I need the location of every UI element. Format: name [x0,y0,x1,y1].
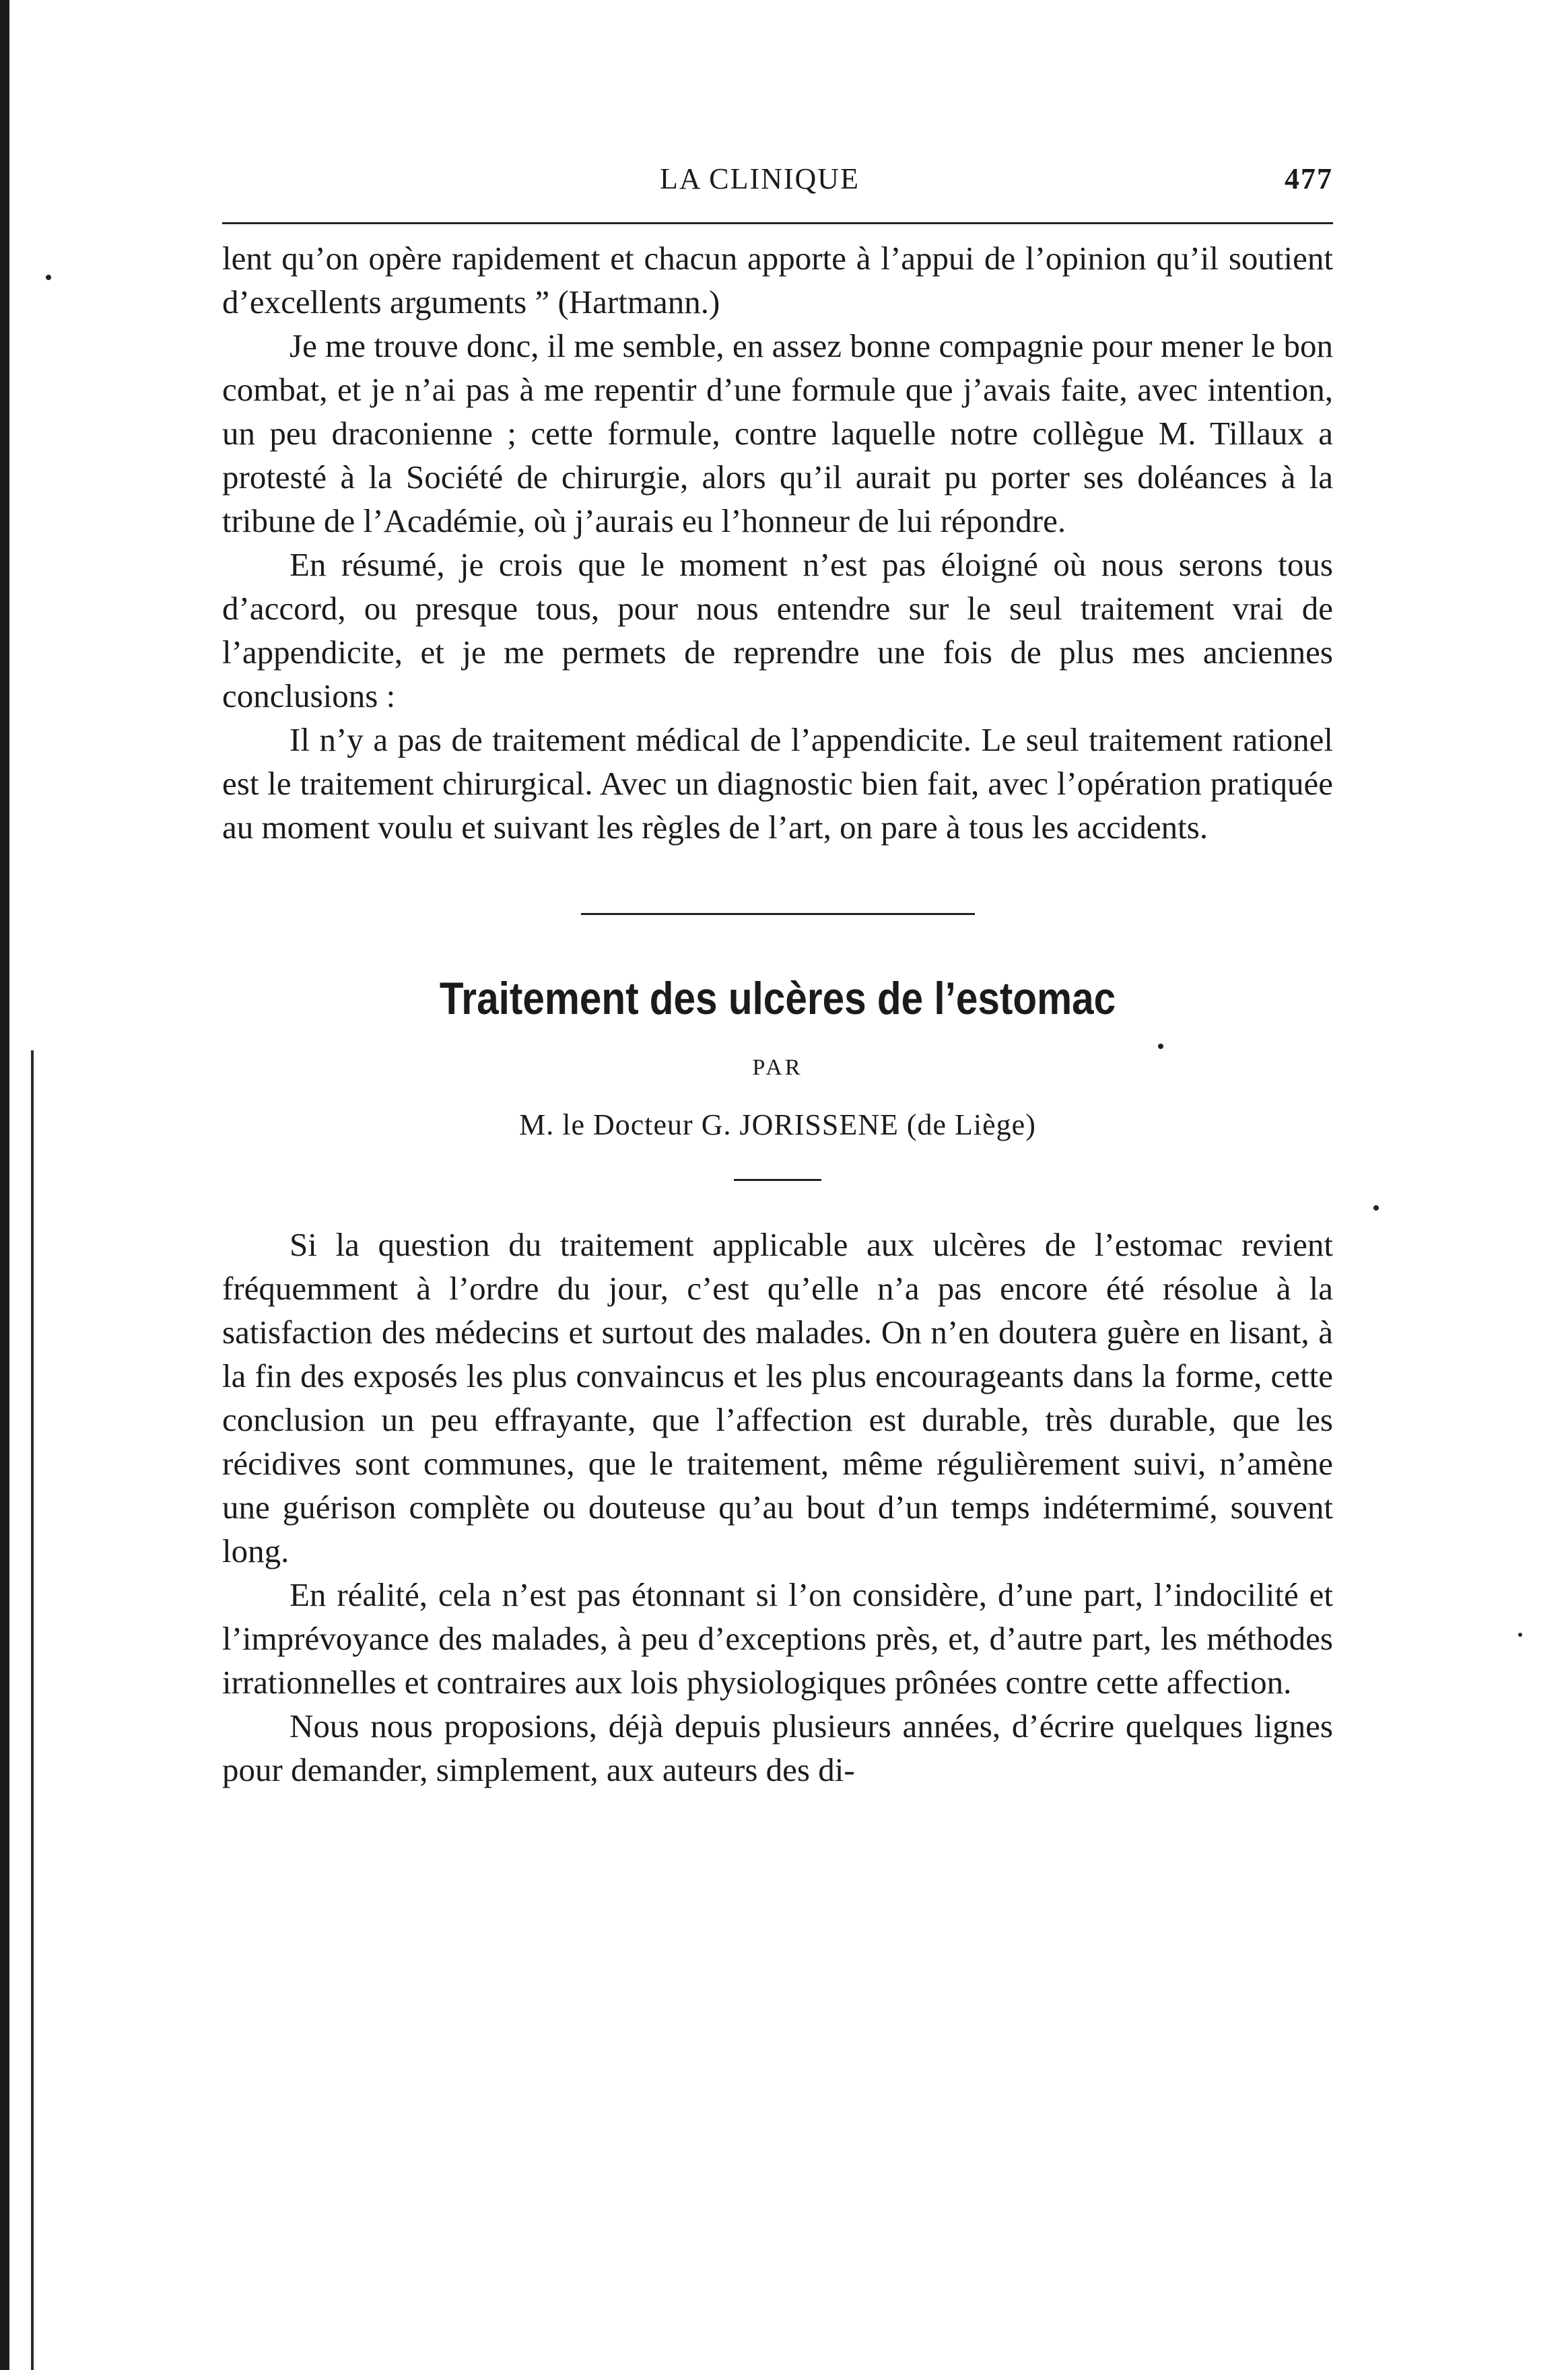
article-author: M. le Docteur G. JORISSENE (de Liège) [519,1108,1036,1141]
section-divider [581,913,975,915]
paragraph: Si la question du traitement applicable aux ulcères de l’estomac revient fréquemment à l’ordre du jour, c’est qu’elle n’a pas encore été résolue à la satisfaction des médecins et surtout des malades. On n’en doutera guère en lisant, à la fin des exposés les plus convaincus et les plus encourageants dans la forme, cette conclusion un peu effrayante, que l’affection est durable, très durable, que les récidives sont communes, que le traitement, même régulièrement suivi, n’amène une guérison complète ou douteuse qu’au bout d’un temps indétermimé, souvent long. [222,1226,1333,1569]
byline-par: PAR [752,1055,803,1080]
paragraph: En résumé, je crois que le moment n’est pas éloigné où nous serons tous d’accord, ou presque tous, pour nous entendre sur le seul traitement vrai de l’appendicite, et je me permets de reprendre une fois de plus mes anciennes conclusions : [222,546,1333,714]
page-content [222,162,1333,1792]
paragraph: En réalité, cela n’est pas étonnant si l’on considère, d’une part, l’indocilité et l’imprévoyance des malades, à peu d’exceptions près, et, d’autre part, les méthodes irrationnelles et contraires aux lois physiologiques prônées contre cette affection. [222,1576,1333,1701]
article-title: Traitement des ulcères de l’estomac [439,973,1116,1024]
scan-speck [1518,1633,1522,1637]
page-number: 477 [1285,162,1333,195]
paragraph: Nous nous proposions, déjà depuis plusieurs années, d’écrire quelques lignes pour demander, simplement, aux auteurs des di- [222,1707,1333,1788]
paragraph: lent qu’on opère rapidement et chacun apporte à l’appui de l’opinion qu’il soutient d’excellents arguments ” (Hartmann.) [222,240,1333,320]
running-head [222,162,1333,202]
header-rule [222,222,1333,224]
paragraph: Il n’y a pas de traitement médical de l’appendicite. Le seul traitement rationel est le traitement chirurgical. Avec un diagnostic bien fait, avec l’opération pratiquée au moment voulu et suivant les règles de l’art, on pare à tous les accidents. [222,721,1333,846]
running-title: LA CLINIQUE [660,162,860,195]
scan-speck [46,275,51,280]
author-divider [734,1179,821,1181]
paragraph: Je me trouve donc, il me semble, en assez bonne compagnie pour mener le bon combat, et je n’ai pas à me repentir d’une formule que j’avais faite, avec intention, un peu draconienne ; cette formule, contre laquelle notre collègue M. Tillaux a protesté à la Société de chirurgie, alors qu’il aurait pu porter ses doléances à la tribune de l’Académie, où j’aurais eu l’honneur de lui répondre. [222,327,1333,539]
scan-binding-line [31,1050,34,2370]
scan-speck [1373,1205,1379,1211]
scan-binding-edge [0,0,9,2370]
